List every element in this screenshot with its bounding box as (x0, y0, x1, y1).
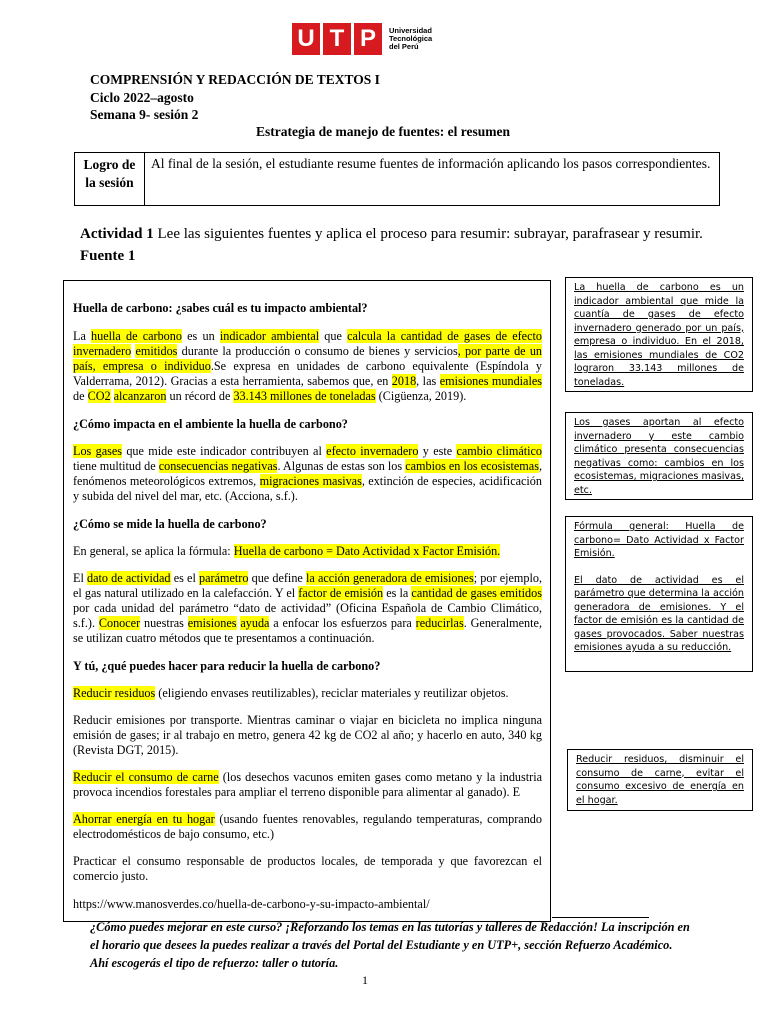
logo-letter-p: P (354, 23, 382, 55)
question-reduce: Y tú, ¿qué puedes hacer para reducir la huella de carbono? (73, 659, 381, 673)
paragraph-3: En general, se aplica la fórmula: Huella de carbono = Dato Actividad x Factor Emisión. (73, 544, 501, 558)
footer-note: ¿Cómo puedes mejorar en este curso? ¡Reforzando los temas en las tutorías y talleres de Redacción! La inscripción en el horario que desees la puedes realizar a través del Portal del Estudiante y en UTP+, sección Refuerzo Académico. Ahí escogerás el tipo de refuerzo: taller o tutoría. (90, 920, 690, 970)
paragraph-9: Practicar el consumo responsable de productos locales, de temporada y que favorezcan el comercio justo. (73, 854, 542, 883)
logo-letter-t: T (323, 23, 351, 55)
paragraph-7: Reducir el consumo de carne (los desechos vacunos emiten gases como metano y la industria provoca incendios forestales para ampliar el terreno disponible para alimentar al ganado). E (73, 770, 542, 799)
paragraph-6: Reducir emisiones por transporte. Mientras caminar o viajar en bicicleta no implica ninguna emisión de gases; ir al trabajo en metro, genera 42 kg de CO2 al año; y hacerlo en auto, 340 kg (Revista DGT, 2015). (73, 713, 542, 757)
page-number: 1 (362, 973, 368, 987)
source-label: Fuente 1 (80, 248, 136, 264)
side-note-4: Reducir residuos, disminuir el consumo de carne, evitar el consumo excesivo de energía en el hogar. (567, 749, 753, 811)
side-note-1: La huella de carbono es un indicador ambiental que mide la cuantía de gases de efecto invernadero generado por un país, empresa o individuo. En el 2018, las emisiones mundiales de CO2 lograron 33.143 millones de toneladas. (565, 277, 753, 392)
achievement-label: Logro de la sesión (75, 153, 145, 205)
cycle: Ciclo 2022–agosto (90, 90, 194, 105)
activity-instruction: Actividad 1 Lee las siguientes fuentes y aplica el proceso para resumir: subrayar, parafrasear y resumir. (80, 226, 703, 242)
utp-logo (292, 23, 432, 55)
university-name: Universidad Tecnológica del Perú (389, 26, 433, 51)
paragraph-2: Los gases que mide este indicador contribuyen al efecto invernadero y este cambio climático tiene multitud de consecuencias negativas. Algunas de estas son los cambios en los ecosistemas, fenómenos meteorológicos extremos, migraciones masivas, extinción de especies, acidificación y subida del nivel del mar, etc. (Acciona, s.f.). (73, 444, 543, 503)
source-url: https://www.manosverdes.co/huella-de-carbono-y-su-impacto-ambiental/ (73, 897, 430, 911)
course-title: COMPRENSIÓN Y REDACCIÓN DE TEXTOS I (90, 72, 380, 87)
article-title: Huella de carbono: ¿sabes cuál es tu impacto ambiental? (73, 301, 368, 315)
paragraph-5: Reducir residuos (eligiendo envases reutilizables), reciclar materiales y reutilizar objetos. (73, 686, 509, 700)
side-note-3: Fórmula general: Huella de carbono= Dato Actividad x Factor Emisión. El dato de actividad es el parámetro que determina la acción generadora de emisiones. Y el factor de emisión es la cantidad de gases provocados. Saber nuestras emisiones ayuda a su reducción. (565, 516, 753, 672)
question-impact: ¿Cómo impacta en el ambiente la huella de carbono? (73, 417, 348, 431)
achievement-text: Al final de la sesión, el estudiante resume fuentes de información aplicando los pasos correspondientes. (151, 156, 711, 171)
paragraph-8: Ahorrar energía en tu hogar (usando fuentes renovables, regulando temperaturas, comprando electrodomésticos de bajo consumo, etc.) (73, 812, 542, 841)
paragraph-4: El dato de actividad es el parámetro que define la acción generadora de emisiones; por ejemplo, el gas natural utilizado en la calefacción. Y el factor de emisión es la cantidad de gases emitidos por cada unidad del parámetro “dato de actividad” (Oficina Española de Cambio Climático, s.f.). Conocer nuestras emisiones ayuda a enfocar los esfuerzos para reducirlas. Generalmente, se utilizan cuatro métodos que te presentamos a continuación. (73, 571, 542, 645)
achievement-table (74, 152, 720, 206)
source-text-box (63, 280, 551, 922)
question-measure: ¿Cómo se mide la huella de carbono? (73, 517, 267, 531)
week: Semana 9- sesión 2 (90, 107, 199, 122)
side-note-2: Los gases aportan al efecto invernadero y este cambio climático presenta consecuencias negativas como: cambios en los ecosistemas, migraciones masivas, etc. (565, 412, 753, 500)
strategy-title: Estrategia de manejo de fuentes: el resumen (256, 124, 510, 139)
logo-letter-u: U (292, 23, 320, 55)
paragraph-1: La huella de carbono es un indicador ambiental que calcula la cantidad de gases de efecto invernadero emitidos durante la producción o consumo de bienes y servicios, por parte de un país, empresa o individuo.Se expresa en unidades de carbono equivalente (Espíndola y Valderrama, 2012). Gracias a esta herramienta, sabemos que, en 2018, las emisiones mundiales de CO2 alcanzaron un récord de 33.143 millones de toneladas (Cigüenza, 2019). (73, 329, 543, 403)
activity-title: Actividad 1 (80, 226, 154, 242)
